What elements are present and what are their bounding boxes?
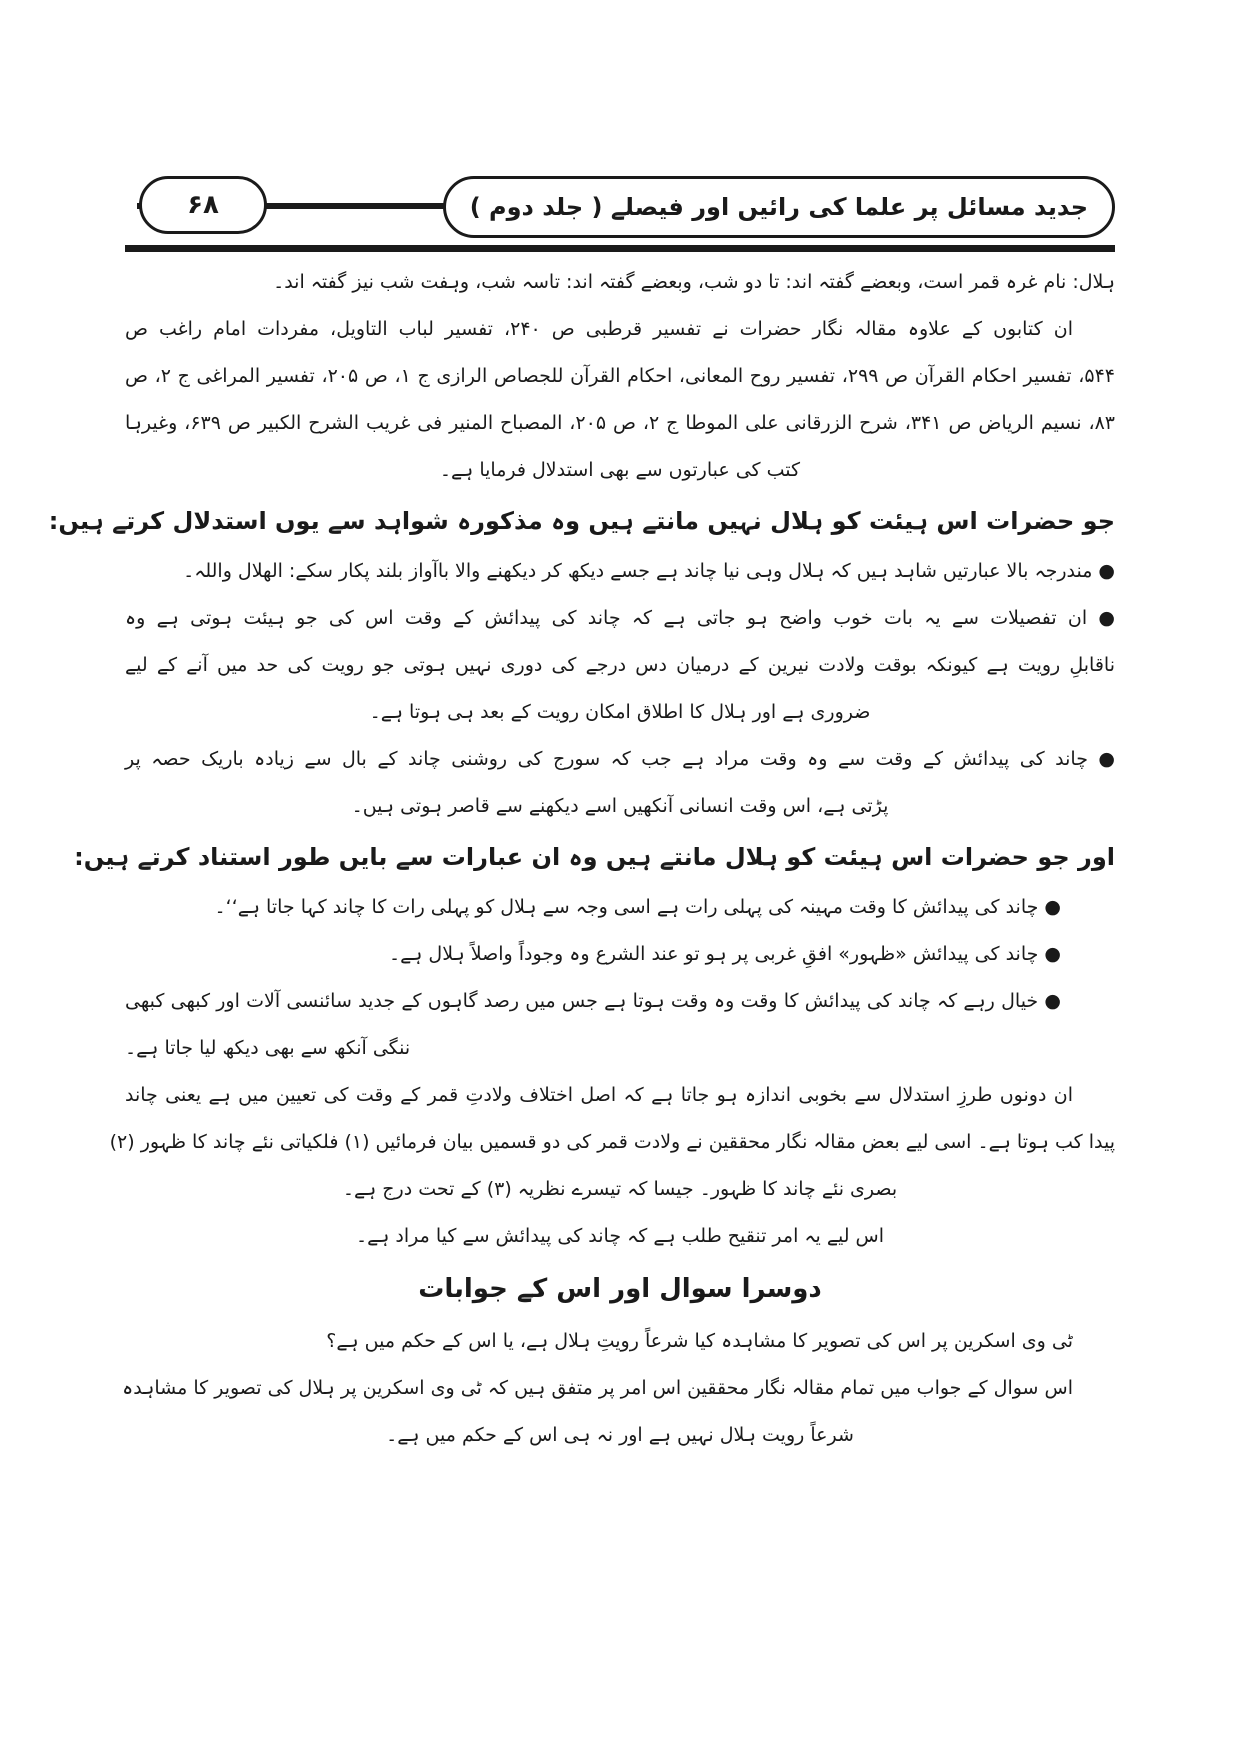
para-line: ۸۳، نسیم الریاض ص ۳۴۱، شرح الزرقانی علی الموطا ج ۲، ص ۲۰۵، المصباح المنیر فی غریب الشرح الکبیر ص ۶۳۹، وغیرہا [125,412,1115,434]
page-header [125,176,1115,238]
para-line: پیدا کب ہوتا ہے۔ اسی لیے بعض مقالہ نگار محققین نے ولادت قمر کی دو قسمیں بیان فرمائیں (۱) فلکیاتی نئے چاند کا ظہور (۲) [109,1131,1115,1153]
section-heading: جو حضرات اس ہیئت کو ہلال نہیں مانتے ہیں وہ مذکورہ شواہد سے یوں استدلال کرتے ہیں: [48,507,1115,535]
bullet-line: پڑتی ہے، اس وقت انسانی آنکھیں اسے دیکھنے سے قاصر ہوتی ہیں۔ [351,795,889,817]
para-line: اس لیے یہ امر تنقیح طلب ہے کہ چاند کی پیدائش سے کیا مراد ہے۔ [355,1225,885,1247]
para-line: اس سوال کے جواب میں تمام مقالہ نگار محققین اس امر پر متفق ہیں کہ ٹی وی اسکرین پر ہلال کی تصویر کا مشاہدہ [122,1377,1073,1399]
bullet-item: ● خیال رہے کہ چاند کی پیدائش کا وقت وہ وقت ہوتا ہے جس میں رصد گاہوں کے جدید سائنسی آلات اور کبھی کبھی [125,990,1061,1012]
para-line: کتب کی عبارتوں سے بھی استدلال فرمایا ہے۔ [439,459,801,481]
para-line: شرعاً رویت ہلال نہیں ہے اور نہ ہی اس کے حکم میں ہے۔ [386,1424,854,1446]
bullet-line: ننگی آنکھ سے بھی دیکھ لیا جاتا ہے۔ [125,1037,411,1059]
para-line: ۵۴۴، تفسیر احکام القرآن ص ۲۹۹، تفسیر روح المعانی، احکام القرآن للجصاص الرازی ج ۱، ص ۲۰۵، تفسیر المراغی ج ۲، ص [125,365,1115,387]
para-line: ان کتابوں کے علاوہ مقالہ نگار حضرات نے تفسیر قرطبی ص ۲۴۰، تفسیر لباب التاویل، مفردات امام راغب ص [125,318,1073,340]
section-heading: دوسرا سوال اور اس کے جوابات [418,1274,822,1304]
page-body [48,252,1115,1459]
book-title: جدید مسائل پر علما کی رائیں اور فیصلے ( جلد دوم ) [469,193,1088,221]
para-line: بصری نئے چاند کا ظہور۔ جیسا کہ تیسرے نظریہ (۳) کے تحت درج ہے۔ [342,1178,898,1200]
section-heading: اور جو حضرات اس ہیئت کو ہلال مانتے ہیں وہ ان عبارات سے بایں طور استناد کرتے ہیں: [74,843,1115,871]
bullet-item: ● مندرجہ بالا عبارتیں شاہد ہیں کہ ہلال وہی نیا چاند ہے جسے دیکھ کر دیکھنے والا باآواز بلند پکار سکے: الھلال واللہ۔ [183,560,1115,582]
bullet-line: ضروری ہے اور ہلال کا اطلاق امکان رویت کے بعد ہی ہوتا ہے۔ [369,701,871,723]
book-title-badge [443,176,1115,238]
bullet-item: ● چاند کی پیدائش «ظہور» افقِ غربی پر ہو تو عند الشرع وہ وجوداً واصلاً ہلال ہے۔ [388,943,1061,965]
bullet-item: ● چاند کی پیدائش کا وقت مہینہ کی پہلی رات ہے اسی وجہ سے ہلال کو پہلی رات کا چاند کہا جاتا ہے‘‘۔ [214,896,1061,918]
bullet-line: ناقابلِ رویت ہے کیونکہ بوقت ولادت نیرین کے درمیان دس درجے کی دوری نہیں ہوتی جو رویت کی حد میں آنے کے لیے [125,654,1115,676]
page-number: ۶۸ [187,190,219,220]
para-line: ان دونوں طرزِ استدلال سے بخوبی اندازہ ہو جاتا ہے کہ اصل اختلاف ولادتِ قمر کے وقت کی تعیین میں ہے یعنی چاند [125,1084,1073,1106]
page-number-badge [139,176,267,234]
question-line: ٹی وی اسکرین پر اس کی تصویر کا مشاہدہ کیا شرعاً رویتِ ہلال ہے، یا اس کے حکم میں ہے؟ [326,1330,1073,1352]
para-line: ہلال: نام غرہ قمر است، وبعضے گفتہ اند: تا دو شب، وبعضے گفتہ اند: تاسہ شب، وہفت شب نیز گفتہ اند۔ [273,271,1115,293]
bullet-item: ● چاند کی پیدائش کے وقت سے وہ وقت مراد ہے جب کہ سورج کی روشنی چاند کے بال سے زیادہ باریک حصہ پر [125,748,1115,770]
bullet-item: ● ان تفصیلات سے یہ بات خوب واضح ہو جاتی ہے کہ چاند کی پیدائش کے وقت اس کی جو ہیئت ہوتی ہے وہ [125,607,1115,629]
header-double-rule [125,245,1115,252]
